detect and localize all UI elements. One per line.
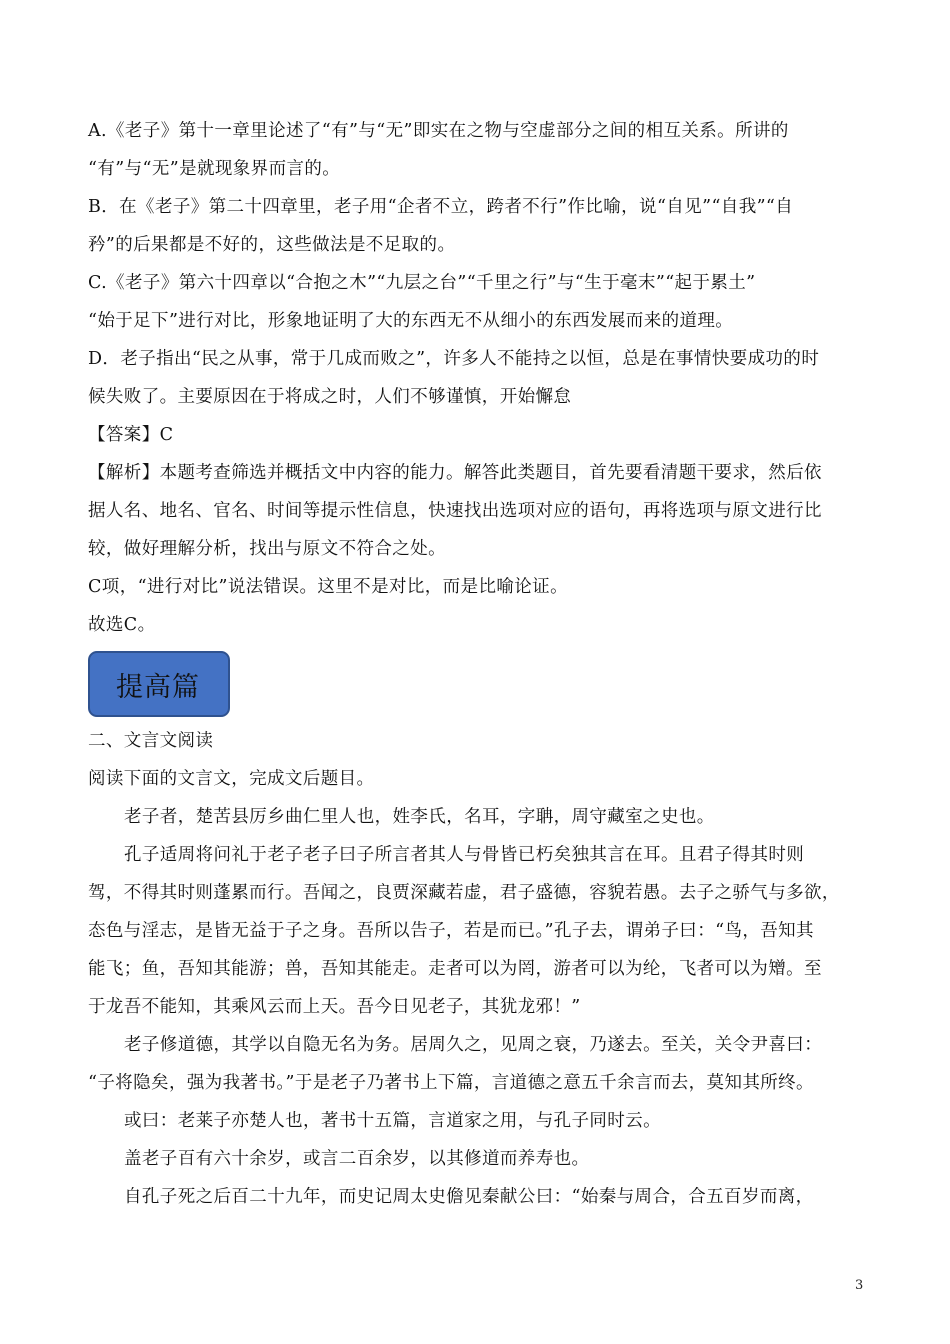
section-badge-label: 提高篇: [116, 671, 200, 703]
passage-paragraph-3-line-1: 老子修道德，其学以自隐无名为务。居周久之，见周之衰，乃遂去。至关，关令尹喜曰：: [124, 1035, 823, 1055]
option-b-line-1: B．在《老子》第二十四章里，老子用“企者不立，跨者不行”作比喻，说“自见”“自我”“自: [88, 197, 794, 217]
reading-instruction: 阅读下面的文言文，完成文后题目。: [88, 769, 375, 789]
option-c-line-1: C.《老子》第六十四章以“合抱之木”“九层之台”“千里之行”与“生于毫末”“起于累土”: [88, 273, 756, 293]
option-a-line-2: “有”与“无”是就现象界而言的。: [88, 159, 341, 179]
section-title: 二、文言文阅读: [88, 731, 214, 751]
analysis-line-2: 据人名、地名、官名、时间等提示性信息，快速找出选项对应的语句，再将选项与原文进行比: [88, 501, 822, 521]
passage-paragraph-5: 盖老子百有六十余岁，或言二百余岁，以其修道而养寿也。: [124, 1149, 590, 1169]
analysis-line-3: 较，做好理解分析，找出与原文不符合之处。: [88, 539, 446, 559]
option-d-line-1: D．老子指出“民之从事，常于几成而败之”，许多人不能持之以恒，总是在事情快要成功的时: [88, 349, 820, 369]
section-badge: [88, 651, 230, 717]
analysis-line-1: 【解析】本题考查筛选并概括文中内容的能力。解答此类题目，首先要看清题干要求，然后依: [88, 463, 822, 483]
answer: 【答案】C: [88, 425, 174, 445]
option-c-line-2: “始于足下”进行对比，形象地证明了大的东西无不从细小的东西发展而来的道理。: [88, 311, 734, 331]
passage-paragraph-2-line-2: 驾，不得其时则蓬累而行。吾闻之，良贾深藏若虚，君子盛德，容貌若愚。去子之骄气与多欲，: [88, 883, 840, 903]
passage-paragraph-6: 自孔子死之后百二十九年，而史记周太史儋见秦献公曰：“始秦与周合，合五百岁而离，: [124, 1187, 814, 1207]
option-b-line-2: 矜”的后果都是不好的，这些做法是不足取的。: [88, 235, 456, 255]
passage-paragraph-2-line-4: 能飞；鱼，吾知其能游；兽，吾知其能走。走者可以为罔，游者可以为纶，飞者可以为矰。至: [88, 959, 822, 979]
passage-paragraph-2-line-3: 态色与淫志，是皆无益于子之身。吾所以告子，若是而已。”孔子去，谓弟子曰：“鸟，吾知其: [88, 921, 814, 941]
passage-paragraph-3-line-2: “子将隐矣，强为我著书。”于是老子乃著书上下篇，言道德之意五千余言而去，莫知其所终。: [88, 1073, 814, 1093]
option-d-line-2: 候失败了。主要原因在于将成之时，人们不够谨慎，开始懈怠: [88, 387, 572, 407]
option-a-line-1: A.《老子》第十一章里论述了“有”与“无”即实在之物与空虚部分之间的相互关系。所讲的: [88, 121, 789, 141]
page-number: 3: [855, 1278, 864, 1293]
passage-paragraph-2-line-5: 于龙吾不能知，其乘风云而上天。吾今日见老子，其犹龙邪！”: [88, 997, 581, 1017]
passage-paragraph-1: 老子者，楚苦县厉乡曲仁里人也，姓李氏，名耳，字聃，周守藏室之史也。: [124, 807, 715, 827]
analysis-line-5: 故选C。: [88, 615, 156, 635]
passage-paragraph-4: 或曰：老莱子亦楚人也，著书十五篇，言道家之用，与孔子同时云。: [124, 1111, 661, 1131]
passage-paragraph-2-line-1: 孔子适周将问礼于老子老子曰子所言者其人与骨皆已朽矣独其言在耳。且君子得其时则: [124, 845, 805, 865]
analysis-line-4: C项，“进行对比”说法错误。这里不是对比，而是比喻论证。: [88, 577, 568, 597]
